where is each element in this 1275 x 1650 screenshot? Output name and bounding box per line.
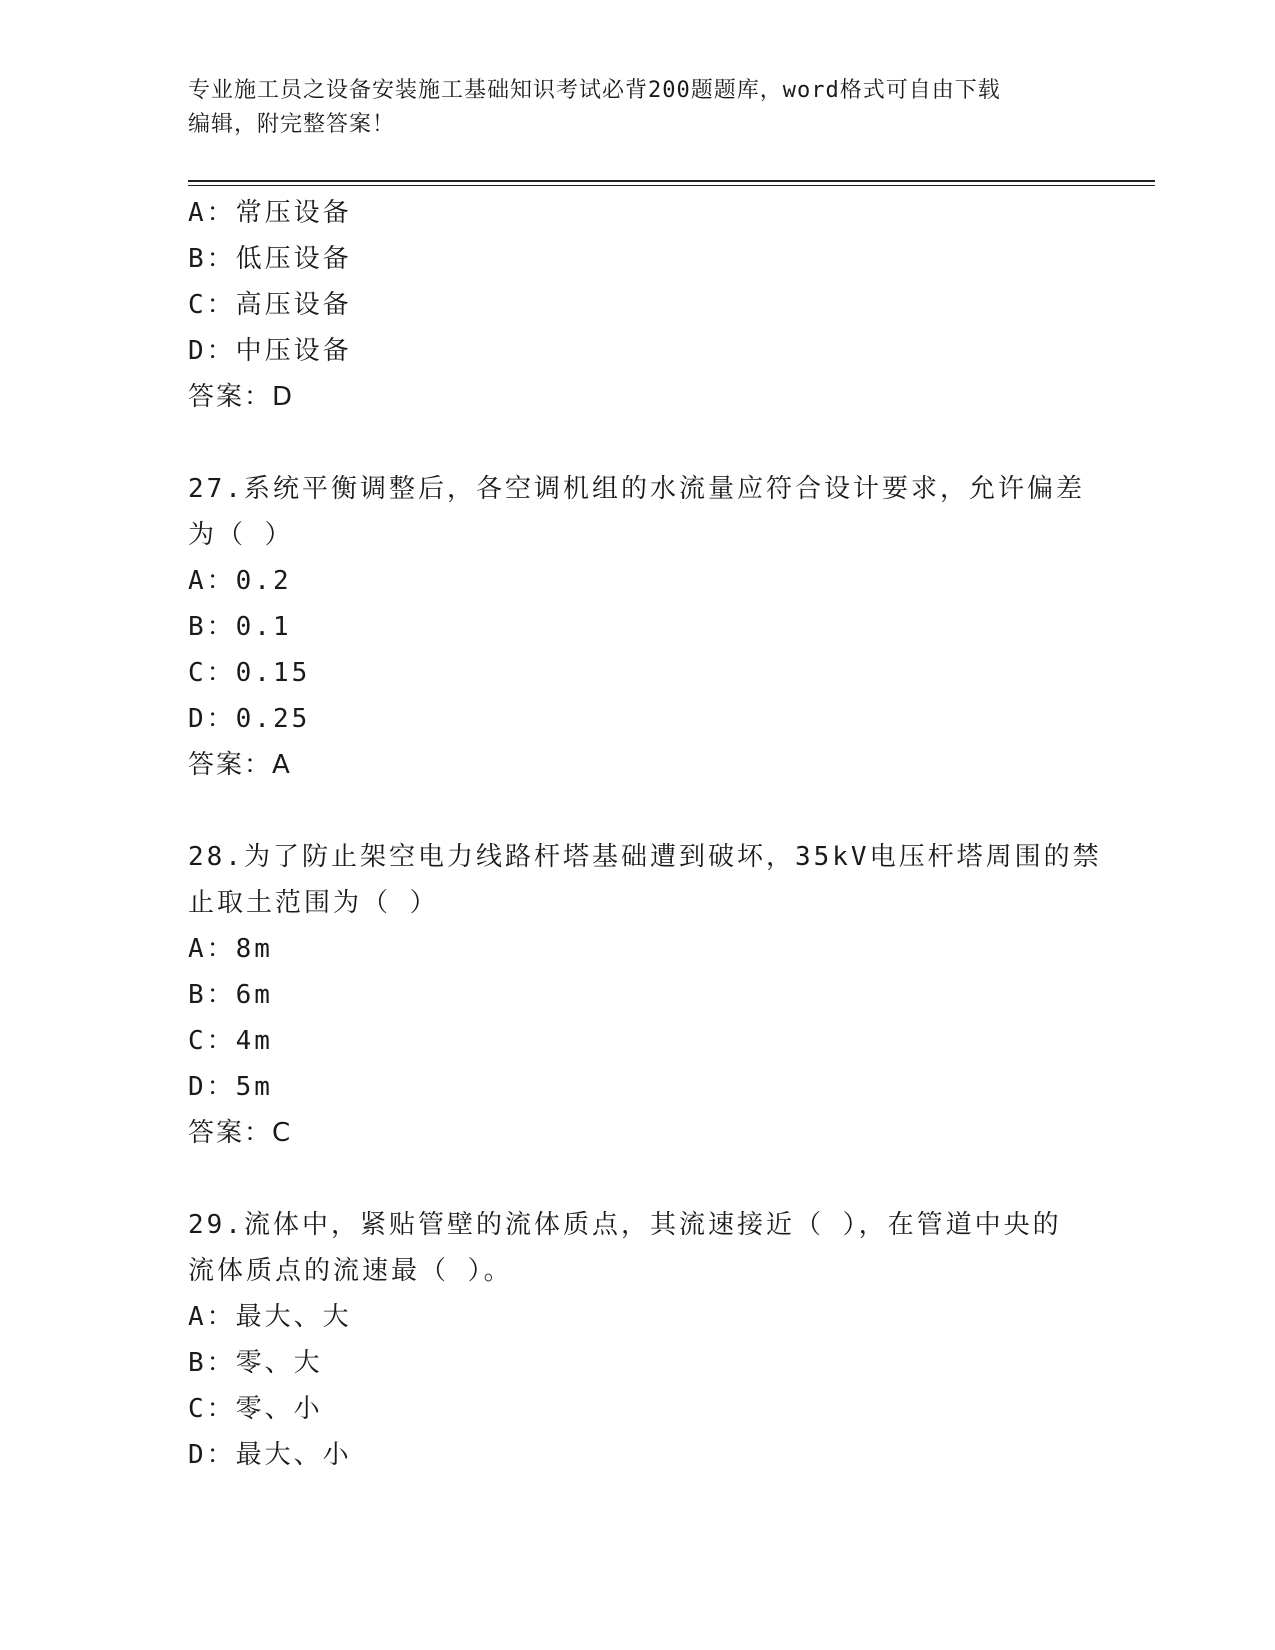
- option-b: B：零、大: [188, 1348, 323, 1378]
- option-d: D：5m: [188, 1072, 273, 1102]
- question-26: [188, 190, 1088, 420]
- answer-line: 答案：A: [188, 750, 292, 780]
- question-27: [188, 466, 1088, 788]
- header-line-1: 专业施工员之设备安装施工基础知识考试必背200题题库，word格式可自由下载: [188, 78, 1001, 103]
- question-text-line-2: 止取土范围为（ ）: [188, 888, 439, 918]
- option-c: C：高压设备: [188, 290, 352, 320]
- option-c: C：零、小: [188, 1394, 323, 1424]
- answer-line: 答案：C: [188, 1118, 293, 1148]
- header-divider-thin: [188, 185, 1155, 186]
- option-b: B：0.1: [188, 612, 292, 642]
- question-text-line-2: 流体质点的流速最（ ）。: [188, 1256, 513, 1286]
- header-divider-thick: [188, 180, 1155, 182]
- spacer: [188, 1156, 1088, 1202]
- question-list: [188, 190, 1102, 1478]
- question-29: [188, 1202, 1088, 1478]
- option-a: A：常压设备: [188, 198, 352, 228]
- answer-line: 答案：D: [188, 382, 295, 412]
- document-header: [188, 74, 1088, 142]
- question-text-line-2: 为（ ）: [188, 520, 294, 550]
- question-text-line-1: 29.流体中，紧贴管壁的流体质点，其流速接近（ ），在管道中央的: [188, 1210, 1062, 1240]
- option-a: A：0.2: [188, 566, 292, 596]
- option-b: B：6m: [188, 980, 273, 1010]
- header-line-2: 编辑，附完整答案！: [188, 112, 396, 137]
- option-a: A：最大、大: [188, 1302, 352, 1332]
- option-c: C：0.15: [188, 658, 311, 688]
- question-28: [188, 834, 1102, 1156]
- option-d: D：中压设备: [188, 336, 352, 366]
- question-text-line-1: 28.为了防止架空电力线路杆塔基础遭到破坏，35kV电压杆塔周围的禁: [188, 842, 1102, 872]
- option-d: D：最大、小: [188, 1440, 352, 1470]
- option-d: D：0.25: [188, 704, 311, 734]
- question-text-line-1: 27.系统平衡调整后，各空调机组的水流量应符合设计要求，允许偏差: [188, 474, 1085, 504]
- option-b: B：低压设备: [188, 244, 352, 274]
- spacer: [188, 420, 1088, 466]
- option-a: A：8m: [188, 934, 273, 964]
- spacer: [188, 788, 1088, 834]
- option-c: C：4m: [188, 1026, 273, 1056]
